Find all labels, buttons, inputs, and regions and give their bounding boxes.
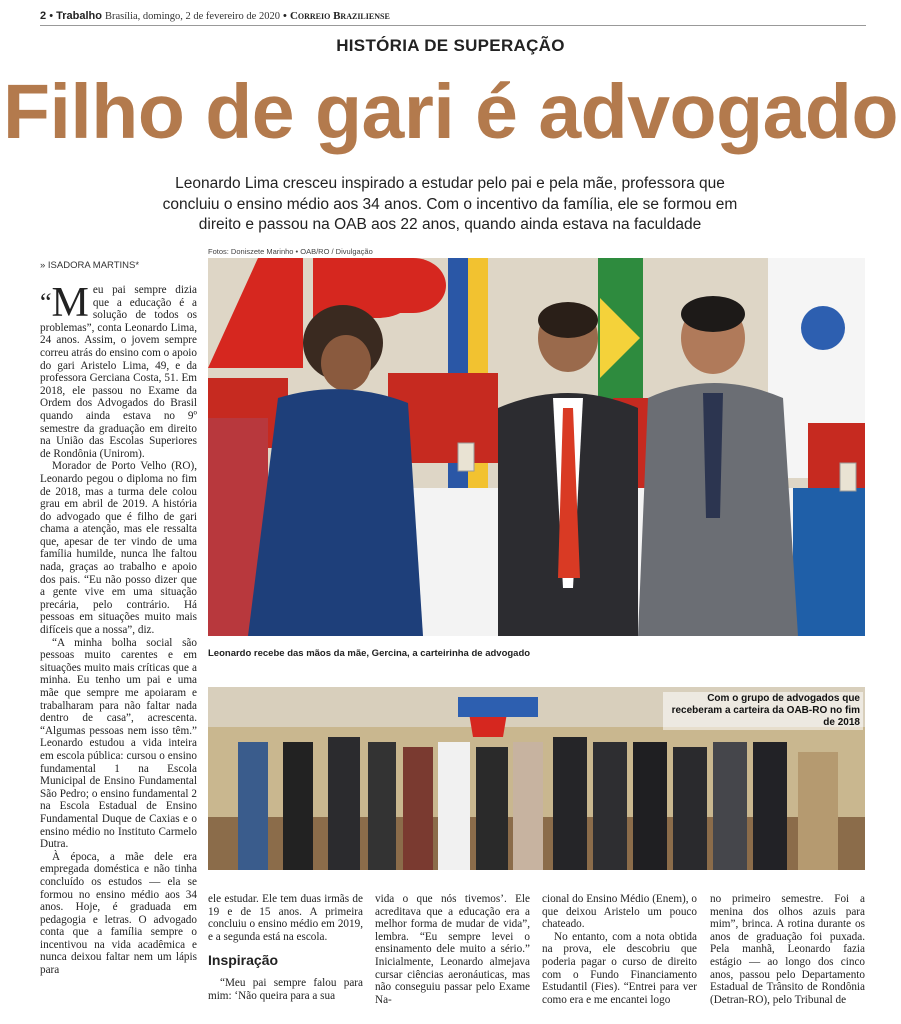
photo-caption-2: Com o grupo de advogados que receberam a carteira da OAB-RO no fim de 2018	[663, 692, 863, 730]
article-paragraph: no primeiro semestre. Foi a menina dos olhos azuis para mim”, brinca. A rotina durante os anos de graduação foi puxada. Pela manhã, Leonardo fazia estágio — ao longo dos cinco anos, passou pelo Departamento Estadual de Trânsito de Rondônia (Detran-RO), pelo Tribunal de	[710, 893, 865, 1006]
article-paragraph: vida o que nós tivemos’. Ele acreditava que a educação era a melhor forma de mudar de vida”, lembra. “Eu sempre levei o ensinamento dele muito a sério.” Inicialmente, Leonardo almejava cursar ciências aeronáuticas, mas não conseguiu passar pelo Exame Na-	[375, 893, 530, 1006]
article-paragraph: À época, a mãe dele era empregada doméstica e não tinha concluído os estudos — ela se formou no ensino médio aos 34 anos. Hoje, é graduada em pedagogia e letras. O advogado conta que a família sempre o incentivou na vida acadêmica e nunca deixou faltar nem um lápis para	[40, 850, 197, 977]
byline: » ISADORA MARTINS*	[40, 260, 140, 271]
article-paragraph: “Meu pai sempre falou para mim: ‘Não queira para a sua	[208, 977, 363, 1002]
dateline: Brasília, domingo, 2 de fevereiro de 2020	[105, 11, 280, 22]
article-paragraph: “A minha bolha social são pessoas muito carentes e em situações muito mais críticas que a minha. Eu tenho um pai e uma mãe que sempre me apoiaram e trabalharam para não faltar nada dentro de casa”, acrescenta. “Algumas pessoas nem isso têm.” Leonardo estudou a vida inteira em escola pública: cursou o ensino fundamental 1 na Escola Municipal de Ensino Fundamental São Pedro; o ensino fundamental 2 na Escola Estadual de Ensino Fundamental Duque de Caxias e o ensino médio no Instituto Carmelo Dutra.	[40, 636, 197, 851]
group-photo	[208, 687, 865, 870]
photo-credit: Fotos: Doniszete Marinho • OAB/RO / Divulgação	[208, 247, 373, 256]
article-paragraph: ele estudar. Ele tem duas irmãs de 19 e de 15 anos. A primeira concluiu o ensino médio em 2019, e a segunda está na escola.	[208, 893, 363, 943]
ceremony-photo-illustration	[208, 258, 865, 636]
subhead: Inspiração	[208, 952, 279, 969]
photo-caption-1: Leonardo recebe das mãos da mãe, Gercina, a carteirinha de advogado	[208, 648, 531, 659]
drop-cap: “M	[40, 280, 89, 326]
article-paragraph: Morador de Porto Velho (RO), Leonardo pegou o diploma no fim de 2018, mas a turma dele colou grau em abril de 2019. A história do advogado que é filho de gari chama a atenção, mas ele ressalta que, apesar de ter vindo de uma família humilde, nunca lhe faltou nada, graças ao trabalho e apoio dos pais. “Eu não posso dizer que a gente vive em uma situação precária, pelo contrário. Há pessoas em situações muito mais difíceis que a nossa”, diz.	[40, 460, 197, 637]
article-column-5	[710, 893, 865, 1006]
headline: Filho de gari é advogado	[2, 69, 898, 155]
page-header: 2 • Trabalho Brasília, domingo, 2 de fevereiro de 2020 • Correio Braziliense	[40, 8, 866, 26]
kicker: HISTÓRIA DE SUPERAÇÃO	[336, 36, 565, 55]
main-photo	[208, 258, 865, 636]
article-column-1	[40, 280, 197, 977]
article-paragraph: “M eu pai sempre dizia que a educação é a solução de todos os problemas”, conta Leonardo Lima, 24 anos. Assim, o jovem sempre correu atrás do ensino com o apoio do gari Aristelo Lima, 49, e da professora Gerciana Costa, 51. Em 2018, ele passou no Exame da Ordem dos Advogados do Brasil quando ainda estava no 9º semestre da graduação em direito na União das Escolas Superiores de Rondônia (Unirom).	[40, 280, 197, 460]
article-column-3	[375, 893, 530, 1006]
page-number: 2	[40, 10, 47, 22]
deck: Leonardo Lima cresceu inspirado a estudar pelo pai e pela mãe, professora que concluiu o ensino médio aos 34 anos. Com o incentivo da família, ele se formou em direito e passou na OAB aos 22 anos, quando ainda estava na faculdade	[162, 175, 738, 233]
article-paragraph: cional do Ensino Médio (Enem), o que deixou Aristelo um pouco chateado.	[542, 893, 697, 931]
article-column-2	[208, 893, 363, 1003]
publication-name: Correio Braziliense	[289, 10, 390, 22]
section-name: Trabalho	[56, 10, 102, 22]
article-column-4	[542, 893, 697, 1006]
article-paragraph: No entanto, com a nota obtida na prova, ele descobriu que poderia pagar o curso de direito com o Fundo Financiamento Estudantil (Fies). “Entrei para ver como era e me encantei logo	[542, 930, 697, 1006]
